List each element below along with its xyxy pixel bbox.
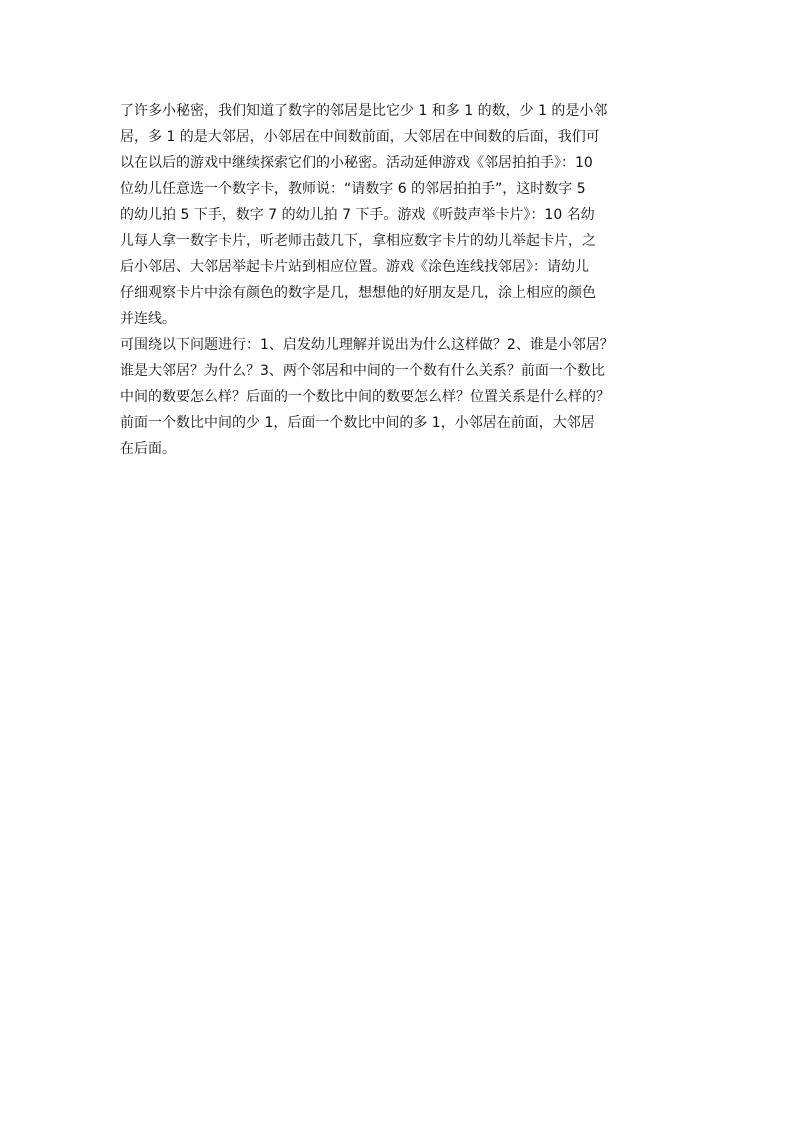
text-line: 后小邻居、大邻居举起卡片站到相应位置。游戏《涂色连线找邻居》：请幼儿	[120, 259, 589, 275]
paragraph-discussion-questions	[120, 332, 690, 462]
text-line: 可围绕以下问题进行：1、启发幼儿理解并说出为什么这样做？2、谁是小邻居？	[120, 337, 614, 353]
paragraph-activity-extension	[120, 98, 690, 332]
text-line: 在后面。	[120, 441, 176, 457]
document-body	[120, 98, 690, 462]
text-line: 前面一个数比中间的少 1，后面一个数比中间的多 1，小邻居在前面，大邻居	[120, 415, 595, 431]
text-line: 了许多小秘密，我们知道了数字的邻居是比它少 1 和多 1 的数，少 1 的是小邻	[120, 103, 608, 119]
text-line: 居，多 1 的是大邻居，小邻居在中间数前面，大邻居在中间数的后面，我们可	[120, 129, 600, 145]
text-line: 以在以后的游戏中继续探索它们的小秘密。活动延伸游戏《邻居拍拍手》：10	[120, 155, 593, 171]
text-line: 儿每人拿一数字卡片，听老师击鼓几下，拿相应数字卡片的幼儿举起卡片，之	[120, 233, 596, 249]
text-line: 谁是大邻居？为什么？3、两个邻居和中间的一个数有什么关系？前面一个数比	[120, 363, 605, 379]
text-line: 位幼儿任意选一个数字卡，教师说：“请数字 6 的邻居拍拍手”，这时数字 5	[120, 181, 586, 197]
text-line: 仔细观察卡片中涂有颜色的数字是几，想想他的好朋友是几，涂上相应的颜色	[120, 285, 596, 301]
text-line: 的幼儿拍 5 下手，数字 7 的幼儿拍 7 下手。游戏《听鼓声举卡片》：10 名幼	[120, 207, 595, 223]
text-line: 中间的数要怎么样？后面的一个数比中间的数要怎么样？位置关系是什么样的？	[120, 389, 610, 405]
text-line: 并连线。	[120, 311, 176, 327]
